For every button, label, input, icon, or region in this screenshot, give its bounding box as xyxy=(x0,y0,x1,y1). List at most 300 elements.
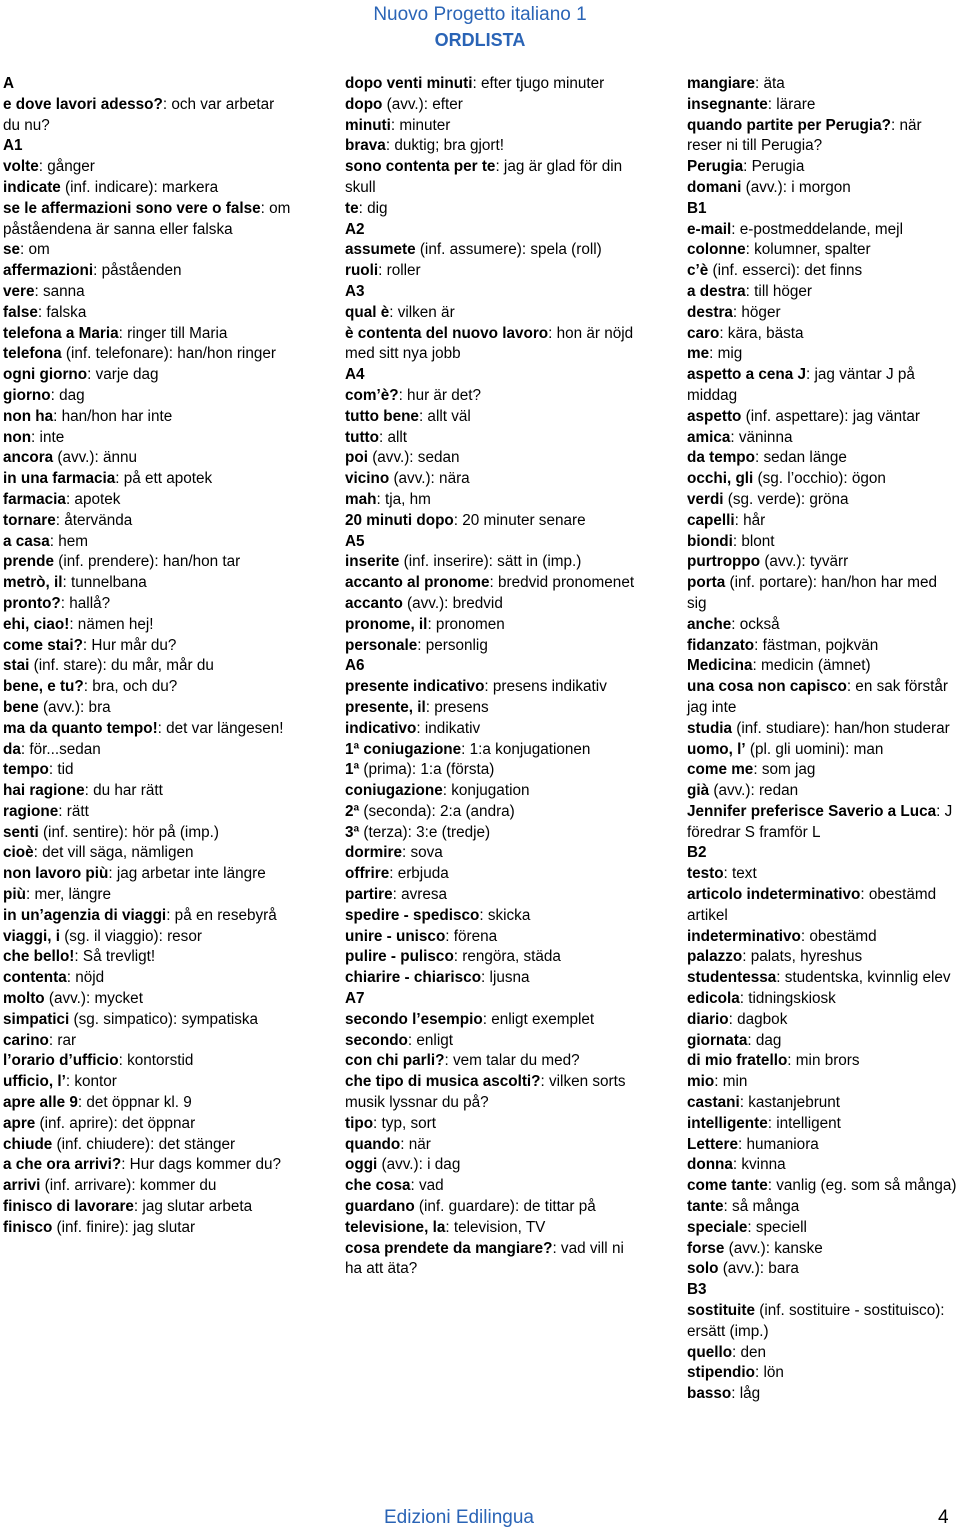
entry-term: da tempo xyxy=(687,449,755,467)
entry-term: metrò, il xyxy=(3,574,63,592)
glossary-entry xyxy=(3,428,293,449)
glossary-entry xyxy=(345,947,635,968)
glossary-entry xyxy=(345,594,635,615)
entry-term: tante xyxy=(687,1198,724,1216)
entry-term: cioè xyxy=(3,844,34,862)
entry-term: hai ragione xyxy=(3,782,85,800)
entry-definition: (avv.): kanske xyxy=(724,1239,823,1257)
glossary-entry xyxy=(345,1155,635,1176)
entry-term: 3ª xyxy=(345,823,360,841)
glossary-entry xyxy=(345,760,635,781)
entry-term: palazzo xyxy=(687,948,743,966)
glossary-entry xyxy=(3,1135,293,1156)
entry-term: ancora xyxy=(3,449,54,467)
entry-definition: : Hur mår du? xyxy=(82,636,177,654)
entry-term: unire - unisco xyxy=(345,927,446,945)
glossary-entry xyxy=(687,802,959,844)
entry-term: e dove lavori adesso? xyxy=(3,95,163,113)
entry-term: studia xyxy=(687,719,733,737)
glossary-entry xyxy=(345,240,635,261)
glossary-entry xyxy=(687,157,959,178)
entry-term: chiarire - chiarisco xyxy=(345,969,482,987)
glossary-entry xyxy=(3,178,293,199)
entry-definition: : sanna xyxy=(34,282,85,300)
entry-definition: : vad xyxy=(410,1177,444,1195)
glossary-entry xyxy=(345,95,635,116)
entry-definition: (sg. l’occhio): ögon xyxy=(753,470,886,488)
glossary-entry xyxy=(687,573,959,615)
entry-definition: : erbjuda xyxy=(389,865,449,883)
entry-definition: : en sak förstår jag inte xyxy=(687,678,948,716)
glossary-entry xyxy=(3,698,293,719)
entry-definition: : när xyxy=(400,1135,431,1153)
entry-term: mio xyxy=(687,1073,715,1091)
entry-term: giornata xyxy=(687,1031,748,1049)
entry-term: indicativo xyxy=(345,719,417,737)
entry-definition: : vad vill ni ha att äta? xyxy=(345,1239,624,1278)
section-heading: A3 xyxy=(345,282,365,300)
entry-term: inserite xyxy=(345,553,400,571)
entry-term: farmacia xyxy=(3,490,66,508)
section-heading: A1 xyxy=(3,137,23,155)
entry-term: castani xyxy=(687,1094,740,1112)
entry-definition: : avresa xyxy=(392,886,448,904)
entry-term: chiude xyxy=(3,1135,53,1153)
entry-term: che tipo di musica ascolti? xyxy=(345,1073,541,1091)
entry-definition: : Hur dags kommer du? xyxy=(121,1156,282,1174)
glossary-entry xyxy=(687,947,959,968)
entry-term: senti xyxy=(3,823,39,841)
glossary-entry xyxy=(3,719,293,740)
glossary-entry xyxy=(345,428,635,449)
glossary-entry xyxy=(687,1135,959,1156)
glossary-entry xyxy=(3,1155,293,1176)
entry-term: qual è xyxy=(345,303,390,321)
entry-term: offrire xyxy=(345,865,390,883)
glossary-entry xyxy=(345,1176,635,1197)
section-heading: B3 xyxy=(687,1281,707,1299)
entry-definition: : kastanjebrunt xyxy=(739,1094,841,1112)
glossary-entry xyxy=(3,552,293,573)
glossary-entry xyxy=(345,823,635,844)
entry-definition: : rätt xyxy=(58,802,89,820)
glossary-entry xyxy=(687,532,959,553)
glossary-entry xyxy=(687,1010,959,1031)
glossary-entry xyxy=(345,802,635,823)
entry-term: finisco xyxy=(3,1218,53,1236)
entry-term: come stai? xyxy=(3,636,83,654)
entry-term: basso xyxy=(687,1385,732,1403)
glossary-entry xyxy=(345,74,635,95)
entry-term: testo xyxy=(687,865,724,883)
entry-term: televisione, la xyxy=(345,1218,446,1236)
entry-term: secondo xyxy=(345,1031,408,1049)
entry-definition: : min xyxy=(714,1073,748,1091)
entry-definition: (inf. assumere): spela (roll) xyxy=(415,241,602,259)
entry-term: viaggi, i xyxy=(3,927,60,945)
glossary-entry xyxy=(687,261,959,282)
entry-term: sono contenta per te xyxy=(345,158,496,176)
glossary-entry xyxy=(345,636,635,657)
entry-definition: : kontorstid xyxy=(118,1052,194,1070)
entry-term: da xyxy=(3,740,21,758)
glossary-entry xyxy=(3,324,293,345)
entry-term: mangiare xyxy=(687,75,756,92)
glossary-entry xyxy=(3,365,293,386)
glossary-entry xyxy=(687,1363,959,1384)
glossary-entry xyxy=(687,927,959,948)
entry-definition: (avv.): sedan xyxy=(367,449,460,467)
entry-definition: : varje dag xyxy=(87,366,159,384)
glossary-entry xyxy=(345,261,635,282)
entry-term: forse xyxy=(687,1239,725,1257)
entry-term: mah xyxy=(345,490,377,508)
glossary-entry xyxy=(3,157,293,178)
entry-term: simpatici xyxy=(3,1010,70,1028)
glossary-entry xyxy=(687,220,959,241)
glossary-entry xyxy=(3,511,293,532)
entry-term: presente, il xyxy=(345,698,426,716)
page-number: 4 xyxy=(938,1507,949,1528)
entry-term: prende xyxy=(3,553,54,571)
glossary-entry xyxy=(3,490,293,511)
entry-definition: : äta xyxy=(755,75,785,92)
entry-definition: : nämen hej! xyxy=(69,615,154,633)
entry-definition: (inf. aprire): det öppnar xyxy=(35,1114,196,1132)
entry-term: spedire - spedisco xyxy=(345,906,480,924)
entry-term: carino xyxy=(3,1031,49,1049)
glossary-entry xyxy=(345,303,635,324)
entry-term: tornare xyxy=(3,511,56,529)
entry-term: fidanzato xyxy=(687,636,755,654)
entry-term: a casa xyxy=(3,532,50,550)
entry-term: dormire xyxy=(345,844,402,862)
entry-term: finisco di lavorare xyxy=(3,1198,134,1216)
entry-term: personale xyxy=(345,636,418,654)
entry-definition: : jag arbetar inte längre xyxy=(108,865,266,883)
entry-term: intelligente xyxy=(687,1114,768,1132)
entry-definition: : också xyxy=(731,615,780,633)
glossary-entry xyxy=(3,656,293,677)
entry-definition: : när reser ni till Perugia? xyxy=(687,116,922,155)
entry-term: Lettere xyxy=(687,1135,739,1153)
entry-definition: : vanlig (eg. som så många) xyxy=(767,1177,957,1195)
glossary-entry xyxy=(345,573,635,594)
entry-term: arrivi xyxy=(3,1177,41,1195)
entry-definition: : presens indikativ xyxy=(484,678,607,696)
glossary-entry xyxy=(345,864,635,885)
glossary-entry xyxy=(687,1259,959,1280)
entry-definition: : vilken sorts musik lyssnar du på? xyxy=(345,1073,626,1112)
entry-definition: : speciell xyxy=(747,1218,807,1236)
section-heading: B1 xyxy=(687,199,707,217)
entry-definition: : om xyxy=(20,241,50,259)
glossary-entry xyxy=(3,615,293,636)
entry-definition: : jag väntar J på middag xyxy=(687,366,915,404)
section-heading: A2 xyxy=(345,220,365,238)
glossary-entry xyxy=(687,1093,959,1114)
entry-term: molto xyxy=(3,990,45,1008)
glossary-entry xyxy=(3,1093,293,1114)
entry-definition: : 1:a konjugationen xyxy=(461,740,591,758)
entry-definition: : hår xyxy=(734,511,766,529)
glossary-entry xyxy=(3,261,293,282)
entry-definition: : intelligent xyxy=(767,1114,841,1132)
glossary-entry xyxy=(345,407,635,428)
entry-definition: : höger xyxy=(732,303,781,321)
entry-definition: : till höger xyxy=(745,282,812,300)
entry-term: articolo indeterminativo xyxy=(687,886,861,904)
entry-definition: : television, TV xyxy=(445,1218,546,1236)
entry-term: guardano xyxy=(345,1198,415,1216)
entry-term: porta xyxy=(687,574,726,592)
entry-definition: (avv.): i dag xyxy=(377,1156,461,1174)
entry-definition: : dag xyxy=(747,1031,782,1049)
entry-term: più xyxy=(3,886,26,904)
entry-term: affermazioni xyxy=(3,262,94,280)
section-heading: A5 xyxy=(345,532,365,550)
glossary-entry xyxy=(3,1010,293,1031)
entry-term: ma da quanto tempo! xyxy=(3,719,158,737)
entry-term: apre alle 9 xyxy=(3,1094,78,1112)
entry-term: non xyxy=(3,428,32,446)
entry-definition: (inf. sostituire - sostituisco): ersätt (imp.) xyxy=(687,1302,945,1340)
entry-term: studentessa xyxy=(687,969,777,987)
glossary-entry xyxy=(687,1384,959,1405)
glossary-entry xyxy=(687,490,959,511)
glossary-entry xyxy=(687,74,959,95)
entry-term: 1ª xyxy=(345,761,360,779)
glossary-entry xyxy=(687,324,959,345)
entry-definition: : falska xyxy=(37,303,87,321)
entry-term: sostituite xyxy=(687,1302,755,1320)
entry-term: colonne xyxy=(687,241,746,259)
glossary-entry xyxy=(345,1051,635,1072)
entry-term: coniugazione xyxy=(345,782,443,800)
glossary-entry xyxy=(345,136,635,157)
entry-definition: (sg. simpatico): sympatiska xyxy=(69,1010,259,1028)
glossary-entry xyxy=(687,448,959,469)
entry-definition: : text xyxy=(723,865,757,883)
glossary-entry xyxy=(345,324,635,366)
entry-definition: : minuter xyxy=(390,116,451,134)
entry-term: domani xyxy=(687,178,742,196)
entry-definition: (inf. aspettare): jag väntar xyxy=(741,407,920,425)
glossary-entry xyxy=(687,656,959,677)
glossary-entry xyxy=(687,1176,959,1197)
entry-definition: (inf. portare): han/hon har med sig xyxy=(687,574,937,612)
entry-definition: (avv.): bredvid xyxy=(402,594,503,612)
entry-definition: : och var arbetar du nu? xyxy=(3,95,275,134)
entry-term: apre xyxy=(3,1114,36,1132)
entry-term: tipo xyxy=(345,1114,374,1132)
entry-definition: (pl. gli uomini): man xyxy=(745,740,884,758)
entry-term: quando partite per Perugia? xyxy=(687,116,891,134)
entry-definition: (inf. finire): jag slutar xyxy=(52,1218,196,1236)
entry-definition: : om påståendena är sanna eller falska xyxy=(3,199,291,238)
entry-definition: : Så trevligt! xyxy=(74,948,156,966)
glossary-entry xyxy=(687,1051,959,1072)
entry-term: quello xyxy=(687,1343,733,1361)
entry-definition: : Perugia xyxy=(743,158,805,176)
entry-term: è contenta del nuovo lavoro xyxy=(345,324,549,342)
entry-definition: : tunnelbana xyxy=(62,574,147,592)
entry-definition: : mig xyxy=(709,345,743,363)
entry-term: stipendio xyxy=(687,1364,755,1382)
entry-definition: : indikativ xyxy=(416,719,481,737)
entry-definition: (avv.): nära xyxy=(389,470,470,488)
entry-definition: : enligt xyxy=(407,1031,453,1049)
entry-definition: (prima): 1:a (första) xyxy=(359,761,495,779)
entry-term: Medicina xyxy=(687,657,753,675)
entry-definition: (inf. sentire): hör på (imp.) xyxy=(38,823,219,841)
entry-definition: : obestämd xyxy=(800,927,877,945)
entry-definition: : duktig; bra gjort! xyxy=(385,137,505,155)
glossary-entry xyxy=(687,552,959,573)
glossary-entry xyxy=(687,303,959,324)
entry-definition: : apotek xyxy=(65,490,121,508)
entry-definition: : 20 minuter senare xyxy=(453,511,586,529)
entry-definition: : hem xyxy=(49,532,89,550)
entry-term: tempo xyxy=(3,761,49,779)
glossary-entry xyxy=(3,386,293,407)
entry-term: verdi xyxy=(687,490,724,508)
entry-definition: (inf. studiare): han/hon studerar xyxy=(732,719,950,737)
entry-term: ragione xyxy=(3,802,59,820)
glossary-entry xyxy=(3,1218,293,1239)
entry-definition: : kära, bästa xyxy=(719,324,804,342)
glossary-entry xyxy=(3,1176,293,1197)
entry-definition: (avv.): ännu xyxy=(53,449,138,467)
entry-definition: : dag xyxy=(50,386,85,404)
entry-term: che bello! xyxy=(3,948,75,966)
entry-definition: : kontor xyxy=(65,1073,117,1091)
entry-definition: : du har rätt xyxy=(84,782,163,800)
entry-term: me xyxy=(687,345,710,363)
entry-term: poi xyxy=(345,449,368,467)
entry-definition: : sedan länge xyxy=(755,449,847,467)
glossary-entry xyxy=(345,1010,635,1031)
entry-term: contenta xyxy=(3,969,67,987)
glossary-entry xyxy=(345,927,635,948)
entry-definition: : tidningskiosk xyxy=(739,990,836,1008)
entry-definition: : konjugation xyxy=(442,782,530,800)
entry-term: ehi, ciao! xyxy=(3,615,70,633)
entry-term: vere xyxy=(3,282,35,300)
glossary-entry xyxy=(345,490,635,511)
entry-term: accanto xyxy=(345,594,403,612)
entry-term: amica xyxy=(687,428,731,446)
entry-term: una cosa non capisco xyxy=(687,678,847,696)
entry-definition: (avv.): bara xyxy=(718,1260,799,1278)
entry-term: aspetto xyxy=(687,407,742,425)
entry-term: donna xyxy=(687,1156,733,1174)
glossary-column-1 xyxy=(3,74,293,1239)
entry-definition: (inf. chiudere): det stänger xyxy=(52,1135,236,1153)
glossary-entry xyxy=(687,885,959,927)
glossary-entry xyxy=(3,927,293,948)
entry-definition: (avv.): redan xyxy=(709,782,799,800)
entry-term: cosa prendete da mangiare? xyxy=(345,1239,553,1257)
glossary-entry xyxy=(345,740,635,761)
glossary-entry xyxy=(345,677,635,698)
publisher-name: Edizioni Edilingua xyxy=(384,1507,534,1528)
glossary-entry xyxy=(3,781,293,802)
entry-term: accanto al pronome xyxy=(345,574,490,592)
glossary-entry xyxy=(345,719,635,740)
glossary-entry xyxy=(3,1072,293,1093)
entry-definition: (inf. prendere): han/hon tar xyxy=(54,553,241,571)
glossary-entry xyxy=(3,760,293,781)
entry-term: biondi xyxy=(687,532,733,550)
section-title: ORDLISTA xyxy=(434,30,526,50)
entry-term: tutto xyxy=(345,428,379,446)
glossary-entry xyxy=(3,532,293,553)
glossary-entry xyxy=(3,885,293,906)
entry-definition: : för...sedan xyxy=(20,740,101,758)
entry-term: con chi parli? xyxy=(345,1052,445,1070)
entry-term: secondo l’esempio xyxy=(345,1010,483,1028)
section-heading: A4 xyxy=(345,366,365,384)
glossary-entry xyxy=(687,428,959,449)
glossary-entry xyxy=(687,760,959,781)
entry-term: stai xyxy=(3,657,30,675)
entry-term: dopo venti minuti xyxy=(345,75,473,92)
entry-term: telefona a Maria xyxy=(3,324,119,342)
glossary-entry xyxy=(345,615,635,636)
entry-definition: : vilken är xyxy=(389,303,455,321)
glossary-entry xyxy=(687,178,959,199)
glossary-entry xyxy=(3,1197,293,1218)
entry-definition: : allt xyxy=(378,428,408,446)
entry-definition: : hon är nöjd med sitt nya jobb xyxy=(345,324,634,363)
glossary-entry xyxy=(3,594,293,615)
entry-term: bene xyxy=(3,698,39,716)
entry-definition: : obestämd artikel xyxy=(687,886,937,924)
entry-definition: : dig xyxy=(358,199,388,217)
entry-definition: : väninna xyxy=(730,428,793,446)
entry-definition: (avv.): mycket xyxy=(44,990,143,1008)
entry-definition: : rar xyxy=(48,1031,77,1049)
glossary-entry xyxy=(345,1072,635,1114)
entry-term: non lavoro più xyxy=(3,865,109,883)
entry-term: Perugia xyxy=(687,158,744,176)
entry-definition: : min brors xyxy=(787,1052,860,1070)
entry-definition: : det öppnar kl. 9 xyxy=(77,1094,192,1112)
entry-term: ruoli xyxy=(345,262,379,280)
entry-definition: : vem talar du med? xyxy=(444,1052,580,1070)
entry-term: brava xyxy=(345,137,386,155)
entry-definition: : han/hon har inte xyxy=(53,407,173,425)
entry-definition: : ringer till Maria xyxy=(118,324,228,342)
entry-term: assumete xyxy=(345,241,416,259)
entry-definition: (avv.): efter xyxy=(382,95,463,113)
entry-definition: : tja, hm xyxy=(376,490,431,508)
entry-term: purtroppo xyxy=(687,553,761,571)
entry-definition: : fästman, pojkvän xyxy=(754,636,879,654)
section-heading: A6 xyxy=(345,657,365,675)
entry-definition: (seconda): 2:a (andra) xyxy=(359,802,515,820)
entry-term: edicola xyxy=(687,990,740,1008)
glossary-entry xyxy=(3,864,293,885)
glossary-entry xyxy=(3,199,293,241)
entry-term: di mio fratello xyxy=(687,1052,788,1070)
entry-definition: : personlig xyxy=(417,636,488,654)
entry-definition: : mer, längre xyxy=(25,886,111,904)
entry-definition: : pronomen xyxy=(427,615,505,633)
glossary-entry xyxy=(345,1239,635,1281)
section-heading: B2 xyxy=(687,844,707,862)
